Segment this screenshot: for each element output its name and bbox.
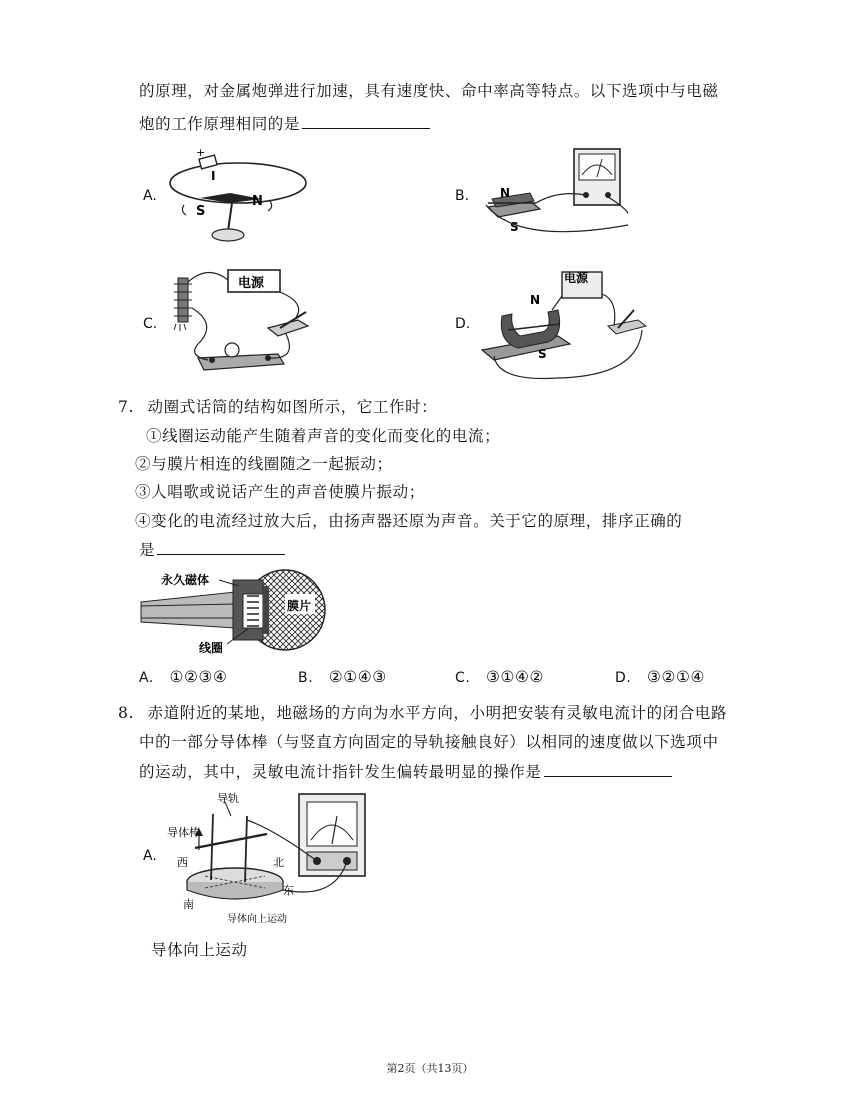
q7-choice-a-label: A. — [139, 670, 154, 686]
q7-choice-d[interactable] — [615, 666, 705, 689]
q7-choice-a[interactable] — [139, 666, 228, 689]
q6-option-c-label[interactable]: C. — [143, 316, 158, 332]
q8-line1: 赤道附近的某地，地磁场的方向为水平方向，小明把安装有灵敏电流计的闭合电路 — [147, 704, 728, 722]
q8-line3-row — [139, 760, 672, 783]
coil-label: 线圈 — [199, 641, 224, 655]
west-label: 西 — [177, 856, 188, 869]
q6-line1: 的原理，对金属炮弹进行加速，具有速度快、命中率高等特点。以下选项中与电磁 — [139, 82, 719, 100]
q7-choice-c[interactable] — [455, 666, 544, 689]
q7-item-4: ④变化的电流经过放大后，由扬声器还原为声音。关于它的原理，排序正确的 — [135, 512, 683, 530]
q7-microphone-figure — [139, 566, 329, 658]
q6-figure-a — [160, 143, 310, 245]
magnet-label: 永久磁体 — [161, 573, 210, 587]
q8-number: 8. — [118, 704, 134, 722]
membrane-label: 膜片 — [287, 599, 312, 613]
power-supply-label: 电源 — [564, 271, 589, 285]
q7-choice-c-text: ③①④② — [485, 668, 544, 686]
q6-line2-text: 炮的工作原理相同的是 — [139, 115, 301, 133]
q7-choice-d-text: ③②①④ — [646, 668, 705, 686]
q8-option-a-label[interactable]: A. — [143, 848, 157, 864]
q7-choice-d-label: D. — [615, 670, 632, 686]
q6-line2 — [139, 112, 430, 135]
q7-choice-c-label: C. — [455, 670, 471, 686]
rail-label: 导轨 — [217, 792, 239, 805]
q6-figure-c — [168, 264, 328, 380]
q6-figure-b — [478, 145, 628, 243]
power-supply-label: 电源 — [238, 276, 265, 291]
q8-figure-a — [165, 790, 375, 926]
page-footer: 第2页（共13页） — [386, 1062, 474, 1075]
q6-figure-d — [478, 266, 648, 382]
q7-choice-a-text: ①②③④ — [169, 668, 228, 686]
north-label: 北 — [273, 856, 284, 869]
q8-line1-row — [118, 702, 727, 724]
q7-item-3: ③人唱歌或说话产生的声音使膜片振动； — [135, 483, 425, 501]
figure-caption: 导体向上运动 — [227, 914, 287, 925]
q8-option-a-text: 导体向上运动 — [151, 941, 248, 959]
q7-stem-line — [118, 396, 437, 418]
rod-label: 导体棒 — [167, 826, 200, 839]
q7-choice-b-text: ②①④③ — [328, 668, 387, 686]
n-label: N — [500, 186, 511, 200]
q7-tail-line — [139, 538, 285, 561]
q7-tail: 是 — [139, 541, 156, 559]
q7-item-1: ①线圈运动能产生随着声音的变化而变化的电流； — [146, 427, 501, 445]
q7-choice-b[interactable] — [298, 666, 387, 689]
q6-option-a-label[interactable]: A. — [143, 188, 157, 204]
q6-option-b-label[interactable]: B. — [455, 188, 470, 204]
q8-line2: 中的一部分导体棒（与竖直方向固定的导轨接触良好）以相同的速度做以下选项中 — [139, 733, 719, 751]
s-label: S — [538, 347, 547, 361]
q7-stem: 动圈式话筒的结构如图所示，它工作时： — [147, 398, 438, 416]
q7-item-2: ②与膜片相连的线圈随之一起振动； — [135, 455, 393, 473]
q8-answer-blank[interactable] — [544, 760, 672, 777]
q8-line3: 的运动，其中，灵敏电流计指针发生偏转最明显的操作是 — [139, 763, 542, 781]
plus-sign: + — [196, 146, 206, 159]
q6-answer-blank[interactable] — [302, 112, 430, 129]
q7-number: 7. — [118, 398, 134, 416]
east-label: 东 — [283, 884, 294, 897]
q7-answer-blank[interactable] — [157, 538, 285, 555]
s-label: S — [510, 220, 519, 234]
q6-option-d-label[interactable]: D. — [455, 316, 471, 332]
q7-choice-b-label: B. — [298, 670, 314, 686]
south-label: 南 — [183, 898, 194, 911]
current-label: I — [211, 169, 216, 183]
n-label: N — [252, 194, 263, 209]
s-label: S — [196, 204, 206, 219]
n-label: N — [530, 293, 541, 307]
